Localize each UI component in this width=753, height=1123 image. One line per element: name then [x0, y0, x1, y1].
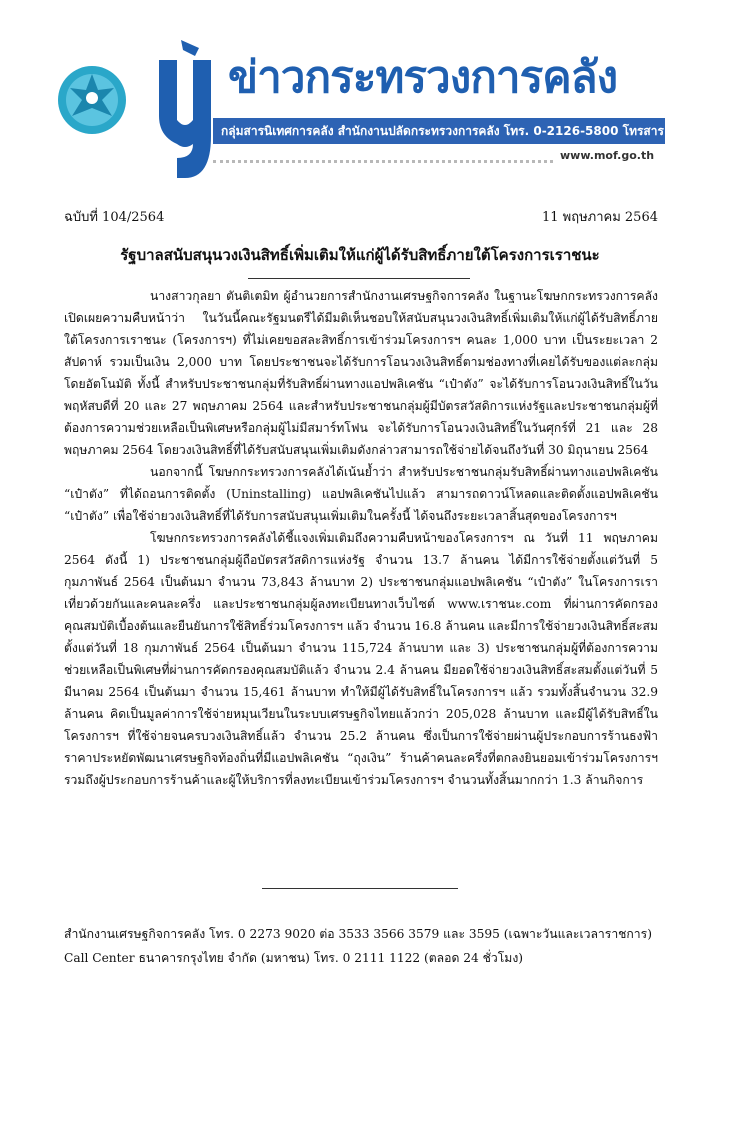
office-contact: สำนักงานเศรษฐกิจการคลัง โทร. 0 2273 9020 ต่อ 3533 3566 3579 และ 3595 (เฉพาะวันและเวลาราชการ) — [64, 927, 652, 941]
paragraph-2: นอกจากนี้ โฆษกกระทรวงการคลังได้เน้นย้ำว่า สำหรับประชาชนกลุ่มรับสิทธิ์ผ่านทางแอปพลิเคชัน “เป๋าตัง” ที่ได้ถอนการติดตั้ง (Uninstalling) แอปพลิเคชันไปแล้ว สามารถดาวน์โหลดและติดตั้งแอปพลิเคชัน “เป๋าตัง” เพื่อใช้จ่ายวงเงินสิทธิ์ที่ได้รับการสนับสนุนเพิ่มเติมในครั้งนี้ ได้จนถึงระยะเวลาสิ้นสุดของโครงการฯ — [64, 465, 658, 523]
banner-title: ข่าวกระทรวงการคลัง — [228, 52, 618, 103]
letterhead — [0, 0, 753, 200]
call-center-contact: Call Center ธนาคารกรุงไทย จำกัด (มหาชน) โทร. 0 2111 1122 (ตลอด 24 ชั่วโมง) — [64, 951, 524, 965]
garuda-emblem-icon — [52, 60, 132, 140]
article-body — [64, 285, 658, 791]
contact-footer — [64, 922, 664, 970]
page-title: รัฐบาลสนับสนุนวงเงินสิทธิ์เพิ่มเติมให้แก่ผู้ได้รับสิทธิ์ภายใต้โครงการเราชนะ — [120, 246, 600, 264]
paragraph-3: โฆษกกระทรวงการคลังได้ชี้แจงเพิ่มเติมถึงความคืบหน้าของโครงการฯ ณ วันที่ 11 พฤษภาคม 2564 ดังนี้ 1) ประชาชนกลุ่มผู้ถือบัตรสวัสดิการแห่งรัฐ จำนวน 13.7 ล้านคน ได้มีการใช้จ่ายตั้งแต่วันที่ 5 กุมภาพันธ์ 2564 เป็นต้นมา จำนวน 73,843 ล้านบาท 2) ประชาชนกลุ่มแอปพลิเคชัน “เป๋าตัง” ในโครงการเราเที่ยวด้วยกันและคนละครึ่ง และประชาชนกลุ่มผู้ลงทะเบียนทางเว็บไซต์ www.เราชนะ.com ที่ผ่านการคัดกรองคุณสมบัติเบื้องต้นและยืนยันการใช้สิทธิ์ร่วมโครงการฯ แล้ว จำนวน 16.8 ล้านคน และมีการใช้จ่ายวงเงินสิทธิ์สะสมตั้งแต่วันที่ 18 กุมภาพันธ์ 2564 เป็นต้นมา จำนวน 115,724 ล้านบาท และ 3) ประชาชนกลุ่มผู้ที่ต้องการความช่วยเหลือเป็นพิเศษที่ผ่านการคัดกรองคุณสมบัติแล้ว จำนวน 2.4 ล้านคน มียอดใช้จ่ายวงเงินสิทธิ์สะสมตั้งแต่วันที่ 5 มีนาคม 2564 เป็นต้นมา จำนวน 15,461 ล้านบาท ทำให้มีผู้ได้รับสิทธิ์ในโครงการฯ แล้ว รวมทั้งสิ้นจำนวน 32.9 ล้านคน คิดเป็นมูลค่าการใช้จ่ายหมุนเวียนในระบบเศรษฐกิจไทยแล้วกว่า 205,028 ล้านบาท และมีผู้ได้รับสิทธิ์ในโครงการฯ ที่ใช้จ่ายจนครบวงเงินสิทธิ์แล้ว จำนวน 25.2 ล้านคน ซึ่งเป็นการใช้จ่ายผ่านผู้ประกอบการร้านธงฟ้าราคาประหยัดพัฒนาเศรษฐกิจท้องถิ่นที่มีแอปพลิเคชัน “ถุงเงิน” ร้านค้าคนละครึ่งที่ตกลงยินยอมเข้าร่วมโครงการฯ รวมถึงผู้ประกอบการร้านค้าและผู้ให้บริการที่ลงทะเบียนเข้าร่วมโครงการฯ จำนวนทั้งสิ้นมากกว่า 1.3 ล้านกิจการ — [64, 531, 658, 787]
end-divider — [262, 888, 458, 889]
issue-number: ฉบับที่ 104/2564 — [64, 210, 165, 225]
issue-date: 11 พฤษภาคม 2564 — [541, 210, 658, 225]
paragraph-1: นางสาวกุลยา ตันติเตมิท ผู้อำนวยการสำนักงานเศรษฐกิจการคลัง ในฐานะโฆษกกระทรวงการคลัง เปิดเผยความคืบหน้าว่า ในวันนี้คณะรัฐมนตรีได้มีมติเห็นชอบให้สนับสนุนวงเงินสิทธิ์เพิ่มเติมให้แก่ผู้ได้รับสิทธิ์ภายใต้โครงการเราชนะ (โครงการฯ) ที่ไม่เคยขอสละสิทธิ์การเข้าร่วมโครงการฯ คนละ 1,000 บาท เป็นระยะเวลา 2 สัปดาห์ รวมเป็นเงิน 2,000 บาท โดยประชาชนจะได้รับการโอนวงเงินสิทธิ์ตามช่องทางที่เคยได้รับของแต่ละกลุ่มโดยอัตโนมัติ ทั้งนี้ สำหรับประชาชนกลุ่มที่รับสิทธิ์ผ่านทางแอปพลิเคชัน “เป๋าตัง” จะได้รับการโอนวงเงินสิทธิ์ในวันพฤหัสบดีที่ 20 และ 27 พฤษภาคม 2564 และสำหรับประชาชนกลุ่มผู้มีบัตรสวัสดิการแห่งรัฐและประชาชนกลุ่มผู้ที่ต้องการความช่วยเหลือเป็นพิเศษหรือกลุ่มผู้ไม่มีสมาร์ทโฟน จะได้รับการโอนวงเงินสิทธิ์ในวันศุกร์ที่ 21 และ 28 พฤษภาคม 2564 โดยวงเงินสิทธิ์ที่ได้รับสนับสนุนเพิ่มเติมดังกล่าวสามารถใช้จ่ายได้จนถึงวันที่ 30 มิถุนายน 2564 — [64, 289, 658, 457]
contact-bar: กลุ่มสารนิเทศการคลัง สำนักงานปลัดกระทรวงการคลัง โทร. 0-2126-5800 โทรสาร 0-2273-9763 — [213, 118, 665, 144]
banner-mark-graphic — [155, 40, 215, 178]
dotted-divider — [213, 160, 553, 163]
title-underline — [248, 278, 470, 279]
website-link[interactable]: www.mof.go.th — [560, 149, 655, 162]
